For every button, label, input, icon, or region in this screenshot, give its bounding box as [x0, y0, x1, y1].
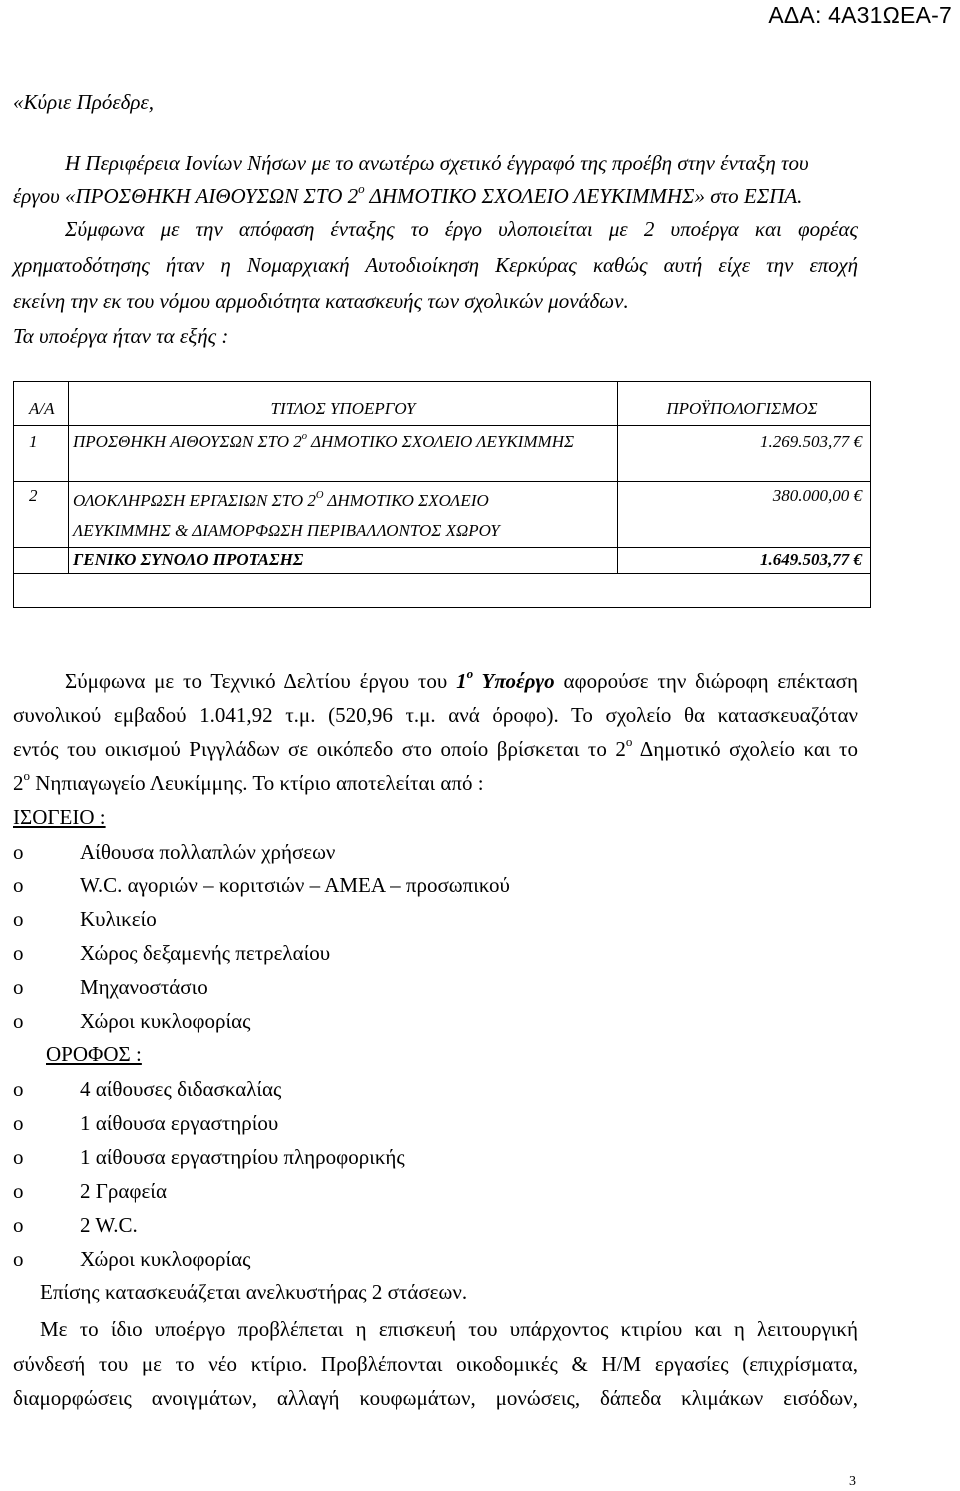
- paragraph-1-line-1: Η Περιφέρεια Ιονίων Νήσων με το ανωτέρω σχετικό έγγραφό της προέβη στην ένταξη του: [65, 151, 809, 175]
- row2-amount: 380.000,00 €: [618, 482, 871, 548]
- list-item: Αίθουσα πολλαπλών χρήσεων: [80, 840, 336, 864]
- list-item: Χώροι κυκλοφορίας: [80, 1009, 251, 1033]
- empty-cell: [14, 574, 871, 608]
- bullet-icon: o: [13, 1145, 24, 1169]
- paragraph-2-line-2: χρηματοδότησης ήταν η Νομαρχιακή Αυτοδιοίκηση Κερκύρας καθώς αυτή είχε την εποχή: [13, 253, 858, 277]
- bullet-icon: o: [13, 1247, 24, 1271]
- table-header-row: [14, 382, 871, 426]
- bullet-icon: o: [13, 873, 24, 897]
- subprojects-table: [13, 381, 871, 608]
- list-item: 2 W.C.: [80, 1213, 138, 1237]
- bullet-icon: o: [13, 1213, 24, 1237]
- list-item: Χώροι κυκλοφορίας: [80, 1247, 251, 1271]
- list-item: 1 αίθουσα εργαστηρίου πληροφορικής: [80, 1145, 405, 1169]
- row1-amount: 1.269.503,77 €: [618, 426, 871, 482]
- salutation: «Κύριε Πρόεδρε,: [13, 90, 154, 114]
- section-line-2: συνολικού εμβαδού 1.041,92 τ.μ. (520,96 τ.μ. ανά όροφο). Το σχολείο θα κατασκευαζόταν: [13, 703, 858, 727]
- paragraph-3: Τα υποέργα ήταν τα εξής :: [13, 324, 229, 348]
- paragraph-2-line-3: εκείνη την εκ του νόμου αρμοδιότητα κατασκευής των σχολικών μονάδων.: [13, 289, 629, 313]
- list-item: 1 αίθουσα εργαστηρίου: [80, 1111, 279, 1135]
- header-title: ΤΙΤΛΟΣ ΥΠΟΕΡΓΟΥ: [69, 382, 618, 426]
- row2-title: ΟΛΟΚΛΗΡΩΣΗ ΕΡΓΑΣΙΩΝ ΣΤΟ $2^O$ ΔΗΜΟΤΙΚΟ ΣΧΟΛΕΙΟ ΛΕΥΚΙΜΜΗΣ & ΔΙΑΜΟΡΦΩΣΗ ΠΕΡΙΒΑΛΛΟΝΤΟΣ ΧΩΡΟΥ: [69, 482, 618, 548]
- total-label: ΓΕΝΙΚΟ ΣΥΝΟΛΟ ΠΡΟΤΑΣΗΣ: [69, 548, 618, 574]
- table-total-row: [14, 548, 871, 574]
- paragraph-2-line-1: Σύμφωνα με την απόφαση ένταξης το έργο υλοποιείται με 2 υποέργα και φορέας: [65, 217, 858, 241]
- bullet-icon: o: [13, 1009, 24, 1033]
- closing-line-1: Με το ίδιο υποέργο προβλέπεται η επισκευή του υπάρχοντος κτιρίου και η λειτουργική: [40, 1317, 858, 1341]
- bullet-icon: o: [13, 1179, 24, 1203]
- list-item: Κυλικείο: [80, 907, 157, 931]
- bullet-icon: o: [13, 1077, 24, 1101]
- ground-floor-heading: ΙΣΟΓΕΙΟ :: [13, 805, 106, 829]
- row2-aa: 2: [14, 482, 69, 548]
- table-row: [14, 426, 871, 482]
- section-line-1: Σύμφωνα με το Τεχνικό Δελτίου έργου του $1^o$ Υποέργο αφορούσε την διώροφη επέκταση: [65, 666, 858, 693]
- table-empty-row: [14, 574, 871, 608]
- paragraph-1-line-2: έργου «ΠΡΟΣΘΗΚΗ ΑΙΘΟΥΣΩΝ ΣΤΟ $2^o$ ΔΗΜΟΤΙΚΟ ΣΧΟΛΕΙΟ ΛΕΥΚΙΜΜΗΣ» στο ΕΣΠΑ.: [13, 181, 803, 208]
- total-amount: 1.649.503,77 €: [618, 548, 871, 574]
- header-aa: Α/Α: [14, 382, 69, 426]
- table-row: [14, 482, 871, 548]
- row1-title: ΠΡΟΣΘΗΚΗ ΑΙΘΟΥΣΩΝ ΣΤΟ $2^o$ ΔΗΜΟΤΙΚΟ ΣΧΟΛΕΙΟ ΛΕΥΚΙΜΜΗΣ: [69, 426, 618, 482]
- list-item: 2 Γραφεία: [80, 1179, 167, 1203]
- row1-aa: 1: [14, 426, 69, 482]
- bullet-icon: o: [13, 1111, 24, 1135]
- bullet-icon: o: [13, 840, 24, 864]
- elevator-line: Επίσης κατασκευάζεται ανελκυστήρας 2 στάσεων.: [40, 1280, 468, 1304]
- list-item: Μηχανοστάσιο: [80, 975, 208, 999]
- list-item: Χώρος δεξαμενής πετρελαίου: [80, 941, 331, 965]
- upper-floor-heading: ΟΡΟΦΟΣ :: [46, 1042, 142, 1066]
- section-line-4: $2^o$ Νηπιαγωγείο Λευκίμμης. Το κτίριο αποτελείται από :: [13, 768, 484, 795]
- list-item: W.C. αγοριών – κοριτσιών – ΑΜΕΑ – προσωπικού: [80, 873, 510, 897]
- bullet-icon: o: [13, 941, 24, 965]
- header-budget: ΠΡΟΫΠΟΛΟΓΙΣΜΟΣ: [618, 382, 871, 426]
- bullet-icon: o: [13, 975, 24, 999]
- closing-line-3: διαμορφώσεις ανοιγμάτων, αλλαγή κουφωμάτων, μονώσεις, δάπεδα κλιμάκων εισόδων,: [13, 1386, 858, 1410]
- list-item: 4 αίθουσες διδασκαλίας: [80, 1077, 282, 1101]
- closing-line-2: σύνδεσή του με το νέο κτίριο. Προβλέπονται οικοδομικές & Η/Μ εργασίες (επιχρίσματα,: [13, 1352, 858, 1376]
- bullet-icon: o: [13, 907, 24, 931]
- total-empty-cell: [14, 548, 69, 574]
- page-number: 3: [849, 1474, 856, 1489]
- section-line-3: εντός του οικισμού Ριγγλάδων σε οικόπεδο στο οποίο βρίσκεται το $2^o$ Δημοτικό σχολείο και το: [13, 734, 858, 761]
- ada-header: ΑΔΑ: 4Α31ΩΕΑ-7: [768, 2, 952, 28]
